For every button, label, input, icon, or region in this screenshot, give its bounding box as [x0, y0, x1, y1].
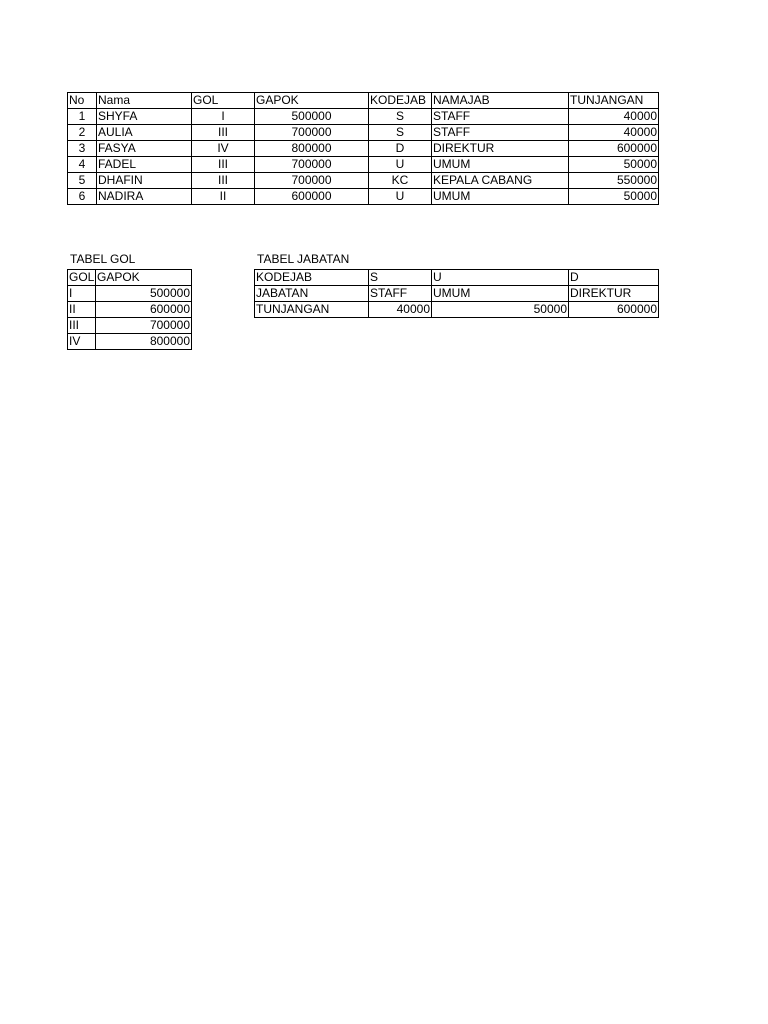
- table-row: [255, 270, 659, 286]
- gapok-cell: 700000: [96, 318, 192, 334]
- gapok-cell: 600000: [96, 302, 192, 318]
- column-header: No: [68, 93, 97, 109]
- table-row: [255, 286, 659, 302]
- table-cell: DIREKTUR: [569, 286, 659, 302]
- gapok-cell: 700000: [255, 173, 369, 189]
- column-header: TUNJANGAN: [569, 93, 659, 109]
- tunjangan-cell: 40000: [569, 125, 659, 141]
- namajab-cell: UMUM: [432, 189, 569, 205]
- no-cell: 3: [68, 141, 97, 157]
- gol-cell: II: [192, 189, 255, 205]
- tunjangan-cell: 50000: [569, 157, 659, 173]
- kodejab-cell: D: [369, 141, 432, 157]
- no-cell: 4: [68, 157, 97, 173]
- table-row: [68, 334, 192, 350]
- table-cell: U: [432, 270, 569, 286]
- table-row: [68, 173, 659, 189]
- gol-table-title: TABEL GOL: [70, 252, 136, 266]
- gol-table: [67, 269, 192, 350]
- no-cell: 1: [68, 109, 97, 125]
- table-row: [255, 302, 659, 318]
- tunjangan-cell: 550000: [569, 173, 659, 189]
- kodejab-cell: KC: [369, 173, 432, 189]
- column-header: GOL: [69, 270, 95, 284]
- column-header: GOL: [192, 93, 255, 109]
- tunjangan-cell: 600000: [569, 141, 659, 157]
- table-row: [68, 109, 659, 125]
- gol-cell: I: [68, 286, 96, 302]
- gapok-cell: 600000: [255, 189, 369, 205]
- table-row: [68, 302, 192, 318]
- no-cell: 5: [68, 173, 97, 189]
- table-cell: S: [369, 270, 432, 286]
- table-cell: 40000: [369, 302, 432, 318]
- tunjangan-cell: 50000: [569, 189, 659, 205]
- table-row: [68, 125, 659, 141]
- nama-cell: FADEL: [97, 157, 192, 173]
- row-label: KODEJAB: [255, 270, 369, 286]
- table-cell: D: [569, 270, 659, 286]
- row-label: TUNJANGAN: [255, 302, 369, 318]
- gol-cell: IV: [192, 141, 255, 157]
- kodejab-cell: S: [369, 109, 432, 125]
- table-row: [68, 157, 659, 173]
- jabatan-table: [254, 269, 659, 318]
- gapok-cell: 700000: [255, 157, 369, 173]
- table-row: [68, 318, 192, 334]
- gapok-cell: 800000: [96, 334, 192, 350]
- table-cell: 50000: [432, 302, 569, 318]
- nama-cell: DHAFIN: [97, 173, 192, 189]
- gapok-cell: 500000: [96, 286, 192, 302]
- namajab-cell: UMUM: [432, 157, 569, 173]
- row-label: JABATAN: [255, 286, 369, 302]
- column-header: KODEJAB: [369, 93, 432, 109]
- namajab-cell: STAFF: [432, 125, 569, 141]
- gol-cell: III: [192, 157, 255, 173]
- nama-cell: SHYFA: [97, 109, 192, 125]
- table-row: [68, 141, 659, 157]
- namajab-cell: STAFF: [432, 109, 569, 125]
- kodejab-cell: U: [369, 157, 432, 173]
- gol-cell: III: [68, 318, 96, 334]
- tunjangan-cell: 40000: [569, 109, 659, 125]
- nama-cell: AULIA: [97, 125, 192, 141]
- column-header: Nama: [97, 93, 192, 109]
- gol-cell: III: [192, 173, 255, 189]
- column-header: GAPOK: [255, 93, 369, 109]
- gol-cell: III: [192, 125, 255, 141]
- gapok-cell: 500000: [255, 109, 369, 125]
- employee-table: [67, 92, 659, 205]
- nama-cell: FASYA: [97, 141, 192, 157]
- column-header: GAPOK: [96, 270, 192, 286]
- gapok-cell: 700000: [255, 125, 369, 141]
- table-header-row: [68, 93, 659, 109]
- no-cell: 6: [68, 189, 97, 205]
- table-cell: STAFF: [369, 286, 432, 302]
- nama-cell: NADIRA: [97, 189, 192, 205]
- kodejab-cell: S: [369, 125, 432, 141]
- table-row: [68, 286, 192, 302]
- table-cell: UMUM: [432, 286, 569, 302]
- table-row: [68, 189, 659, 205]
- namajab-cell: KEPALA CABANG: [432, 173, 569, 189]
- table-cell: 600000: [569, 302, 659, 318]
- gol-cell: II: [68, 302, 96, 318]
- table-header-row: [68, 270, 192, 286]
- column-header: NAMAJAB: [432, 93, 569, 109]
- namajab-cell: DIREKTUR: [432, 141, 569, 157]
- jabatan-table-title: TABEL JABATAN: [257, 252, 350, 266]
- gol-cell: IV: [68, 334, 96, 350]
- kodejab-cell: U: [369, 189, 432, 205]
- gol-cell: I: [192, 109, 255, 125]
- gapok-cell: 800000: [255, 141, 369, 157]
- no-cell: 2: [68, 125, 97, 141]
